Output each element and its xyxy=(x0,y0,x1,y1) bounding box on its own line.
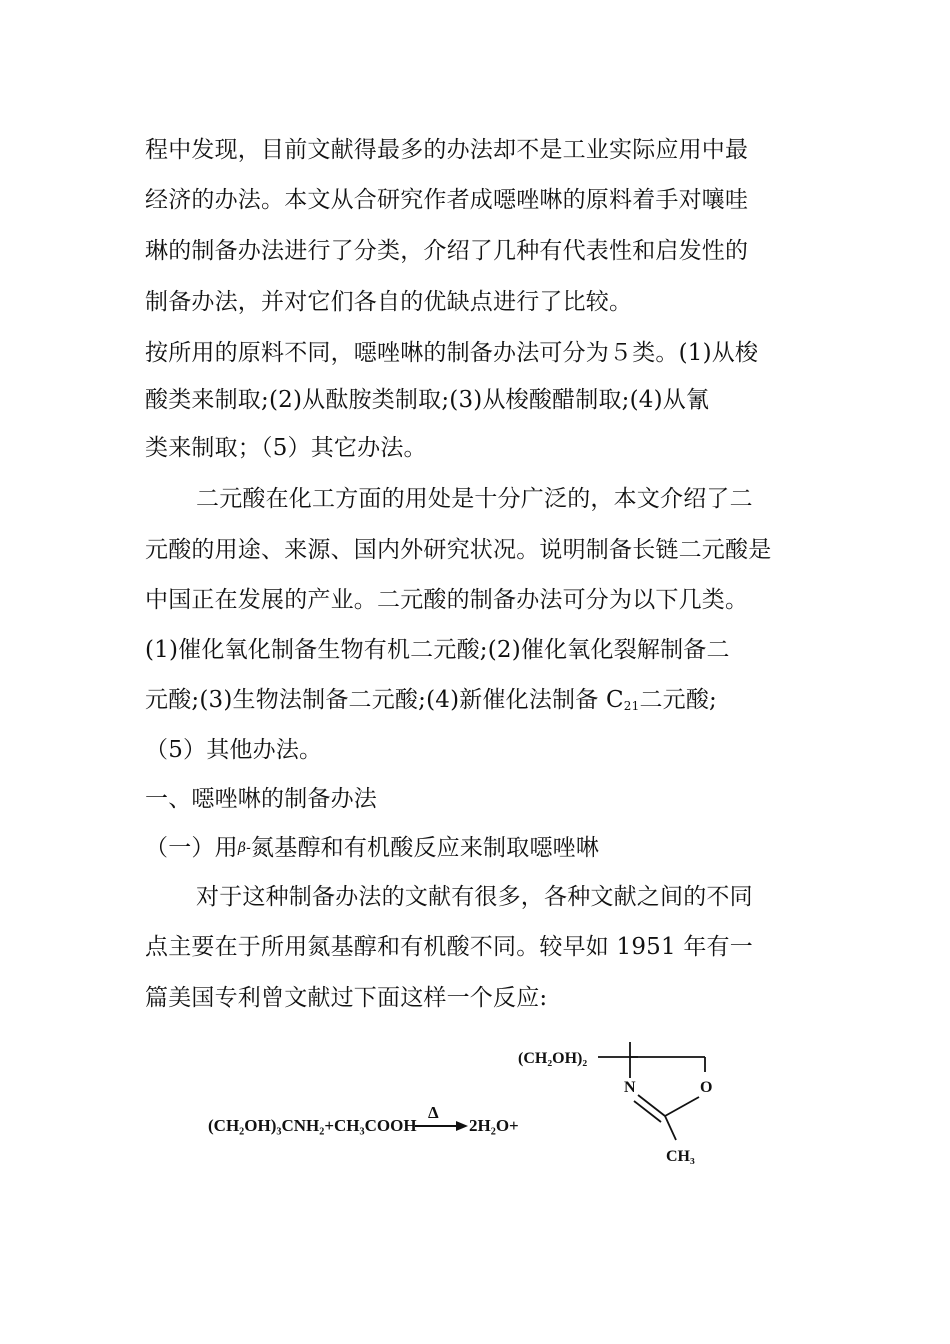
text-segment: 元酸;(3)生物法制备二元酸;(4)新催化法制备 C xyxy=(145,687,624,713)
text-line: 中国正在发展的产业。二元酸的制备办法可分为以下几类。 xyxy=(145,587,749,613)
substituent-text: (CH₂OH)₂ xyxy=(518,1050,588,1067)
text-segment: 二元酸; xyxy=(639,687,718,713)
bond-line xyxy=(638,1095,665,1116)
text-line: 酸类来制取;(2)从酞胺类制取;(3)从梭酸醋制取;(4)从氰 xyxy=(145,387,710,413)
text-line: 类来制取；（5）其它办法。 xyxy=(145,435,427,461)
ring-atom-o: O xyxy=(700,1079,713,1096)
text-line: 篇美国专利曾文献过下面这样一个反应: xyxy=(145,985,548,1011)
text-line: 对于这种制备办法的文献有很多，各种文献之间的不同 xyxy=(196,884,753,910)
bond-line xyxy=(665,1097,699,1116)
text-line: 点主要在于所用氮基醇和有机酸不同。较早如 1951 年有一 xyxy=(145,934,753,960)
text-segment: （一）用 xyxy=(145,835,238,861)
text-line: 制备办法，并对它们各自的优缺点进行了比较。 xyxy=(145,289,633,315)
reaction-scheme xyxy=(200,1030,760,1180)
text-line: 经济的办法。本文从合研究作者成噁唑啉的原料着手对嚷哇 xyxy=(145,187,749,213)
bond-line xyxy=(665,1116,676,1140)
products-text: 2H₂O+ xyxy=(469,1116,519,1135)
text-line: (1)催化氧化制备生物有机二元酸;(2)催化氧化裂解制备二 xyxy=(145,637,730,663)
heat-condition: Δ xyxy=(428,1103,439,1122)
bond-line xyxy=(634,1101,661,1122)
subscript: 21 xyxy=(623,699,640,713)
text-line: 程中发现，目前文献得最多的办法却不是工业实际应用中最 xyxy=(145,137,749,163)
ring-atom-n: N xyxy=(624,1079,636,1096)
text-segment: 氮基醇和有机酸反应来制取噁唑啉 xyxy=(251,835,600,861)
text-line: 元酸的用途、来源、国内外研究状况。说明制备长链二元酸是 xyxy=(145,537,772,563)
text-line: 二元酸在化工方面的用处是十分广泛的，本文介绍了二 xyxy=(196,486,753,512)
text-line: （5）其他办法。 xyxy=(145,737,323,763)
section-heading: 一、噁唑啉的制备办法 xyxy=(145,786,377,812)
arrowhead xyxy=(456,1121,468,1131)
reactants-text: (CH₂OH)₃CNH₂+CH₃COOH xyxy=(208,1116,417,1135)
subsection-heading xyxy=(145,833,810,863)
methyl-text: CH₃ xyxy=(666,1148,695,1165)
beta-symbol: β- xyxy=(237,840,252,856)
text-line xyxy=(145,685,810,721)
text-line: 按所用的原料不同，噁唑啉的制备办法可分为５类。(1)从梭 xyxy=(145,340,759,366)
text-line: 琳的制备办法进行了分类，介绍了几种有代表性和启发性的 xyxy=(145,238,749,264)
